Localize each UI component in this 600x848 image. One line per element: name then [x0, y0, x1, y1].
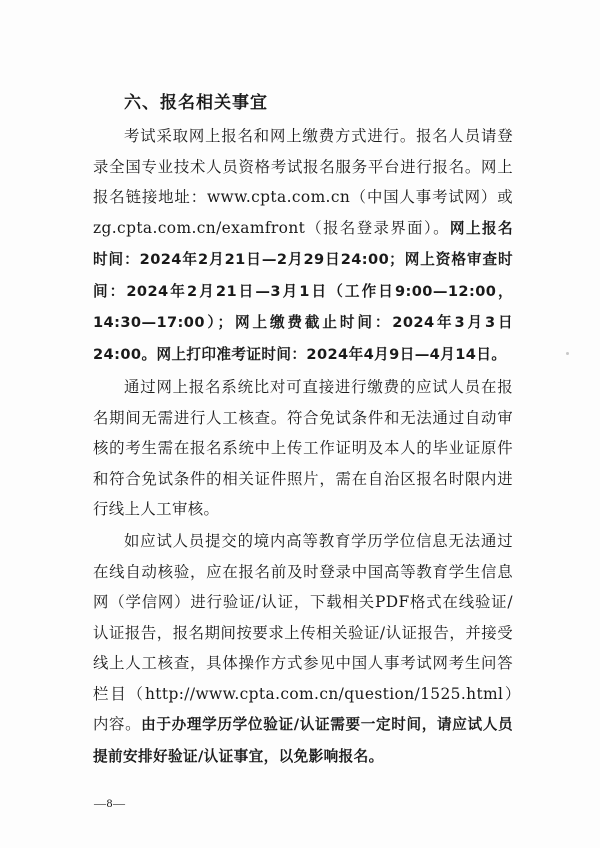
- page-number: —8—: [94, 796, 126, 810]
- scan-speck: [566, 352, 569, 355]
- paragraph-verification: [93, 372, 513, 525]
- paragraph-degree-check: [93, 526, 513, 772]
- degree-check-text: 如应试人员提交的境内高等教育学历学位信息无法通过在线自动核验，应在报名前及时登录中国高等教育学生信息网（学信网）进行验证/认证，下载相关PDF格式在线验证/认证报告，报名期间按要求上传相关验证/认证报告，并接受线上人工核查，具体操作方式参见中国人事考试网考生问答栏目（http://www.cpta.com.cn/question/1525.html）内容。: [93, 532, 513, 733]
- paragraph-registration: [93, 121, 513, 370]
- registration-text: 考试采取网上报名和网上缴费方式进行。报名人员请登录全国专业技术人员资格考试报名服务平台进行报名。网上报名链接地址：www.cpta.com.cn（中国人事考试网）或zg.cpta.com.cn/examfront（报名登录界面）。: [93, 127, 513, 237]
- registration-schedule-bold: 网上报名时间：2024年2月21日—2月29日24:00；网上资格审查时间：2024年2月21日—3月1日（工作日9:00—12:00，14:30—17:00）；网上缴费截止时间：2024年3月3日24:00。网上打印准考证时间：2024年4月9日—4月14日。: [93, 219, 513, 363]
- section-heading: 六、报名相关事宜: [124, 93, 268, 113]
- verification-text: 通过网上报名系统比对可直接进行缴费的应试人员在报名期间无需进行人工核查。符合免试条件和无法通过自动审核的考生需在报名系统中上传工作证明及本人的毕业证原件和符合免试条件的相关证件照片，需在自治区报名时限内进行线上人工审核。: [93, 378, 513, 518]
- degree-check-bold: 由于办理学历学位验证/认证需要一定时间，请应试人员提前安排好验证/认证事宜，以免影响报名。: [93, 716, 513, 765]
